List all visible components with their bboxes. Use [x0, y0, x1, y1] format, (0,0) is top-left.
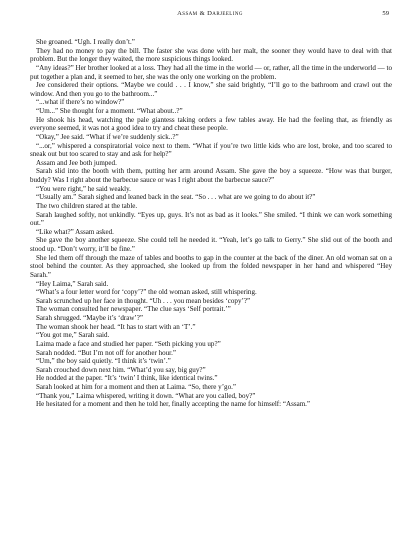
- paragraph: “Any ideas?” Her brother looked at a loss. They had all the time in the world — or, rather, all the time in the underworld — to put together a plan and, it seemed to her, she was the only one working on the problem.: [30, 63, 392, 81]
- paragraph: The woman consulted her newspaper. “The clue says ‘Self portrait.’”: [36, 305, 231, 314]
- paragraph: She groaned. “Ugh. I really don’t.”: [36, 38, 135, 46]
- paragraph: He nodded at the paper. “It’s ‘twin’ I think, like identical twins.”: [36, 374, 218, 383]
- paragraph: She gave the boy another squeeze. She could tell he needed it. “Yeah, let’s go talk to Gerry.” She slid out of the booth and stood up. “Don’t worry, it’ll be fine.”: [30, 236, 392, 253]
- paragraph: They had no money to pay the bill. The faster she was done with her malt, the sooner they would have to deal with that problem. But the longer they waited, the more suspicious things looked.: [30, 46, 392, 64]
- paragraph: “Like what?” Assam asked.: [36, 227, 114, 236]
- paragraph: Sarah scrunched up her face in thought. “Uh . . . you mean besides ‘copy’?”: [36, 296, 251, 305]
- paragraph: Sarah nodded. “But I’m not off for another hour.”: [36, 348, 176, 357]
- paragraph: “Um,” the boy said quietly. “I think it’s ‘twin’.”: [36, 357, 171, 366]
- paragraph: Sarah shrugged. “Maybe it’s ‘draw’?”: [36, 314, 144, 322]
- paragraph: “What’s a four letter word for ‘copy’?” the old woman asked, still whispering.: [36, 288, 257, 297]
- paragraph: “You got me,” Sarah said.: [36, 331, 110, 340]
- paragraph: The woman shook her head. “It has to start with an ‘T’.”: [36, 322, 196, 331]
- paragraph: “You were right,” he said weakly.: [36, 184, 131, 193]
- paragraph: “Hey Laima,” Sarah said.: [36, 279, 109, 288]
- running-title: Assam & Darjeeling: [177, 10, 243, 17]
- paragraph: Jee considered their options. “Maybe we could . . . I know,” she said brightly, “I’ll go to the bathroom and crawl out the window. And then you go to the bathroom...”: [30, 81, 392, 98]
- body-text: [30, 38, 392, 409]
- paragraph: She led them off through the maze of tables and booths to gap in the counter at the back of the diner. An old woman sat on a stool behind the counter. As they approached, she looked up from the folded newspaper in her hand and whispered “Hey Sarah.”: [30, 253, 392, 279]
- paragraph: “Thank you,” Laima whispered, writing it down. “What are you called, boy?”: [36, 391, 256, 400]
- paragraph: The two children stared at the table.: [36, 201, 138, 210]
- paragraph: “Okay,” Jee said. “What if we’re suddenly sick..?”: [36, 132, 179, 141]
- paragraph: “Usually am.” Sarah sighed and leaned back in the seat. “So . . . what are we going to do about it?”: [36, 193, 316, 202]
- paragraph: Sarah laughed softly, not unkindly. “Eyes up, guys. It’s not as bad as it looks.” She smiled. “I think we can work something out.”: [30, 210, 392, 228]
- paragraph: “...what if there’s no window?”: [36, 98, 125, 107]
- paragraph: Sarah looked at him for a moment and then at Laima. “So, there y’go.”: [36, 383, 236, 391]
- paragraph: Laima made a face and studied her paper. “Seth picking you up?”: [36, 339, 221, 348]
- paragraph: “Um...” She thought for a moment. “What about..?”: [36, 107, 183, 115]
- paragraph: Assam and Jee both jumped.: [36, 158, 117, 167]
- paragraph: “...or,” whispered a conspiratorial voice next to them. “What if you’re two little kids who are lost, broke, and too scared to sneak out but too scared to stay and ask for help?”: [30, 141, 392, 159]
- paragraph: Sarah slid into the booth with them, putting her arm around Assam. She gave the boy a squeeze. “How was that burger, buddy? Was I right about the barbecue sauce or was I right about the barbecue sauce?”: [30, 167, 392, 184]
- page-number: 59: [382, 10, 389, 17]
- paragraph: He shook his head, watching the pale giantess taking orders a few tables away. He had the feeling that, as friendly as everyone seemed, it was not a good idea to try and cheat these people.: [30, 115, 392, 133]
- paragraph: He hesitated for a moment and then he told her, finally accepting the name for himself: “Assam.”: [36, 400, 311, 409]
- paragraph: Sarah crouched down next him. “What’d you say, big guy?”: [36, 365, 206, 374]
